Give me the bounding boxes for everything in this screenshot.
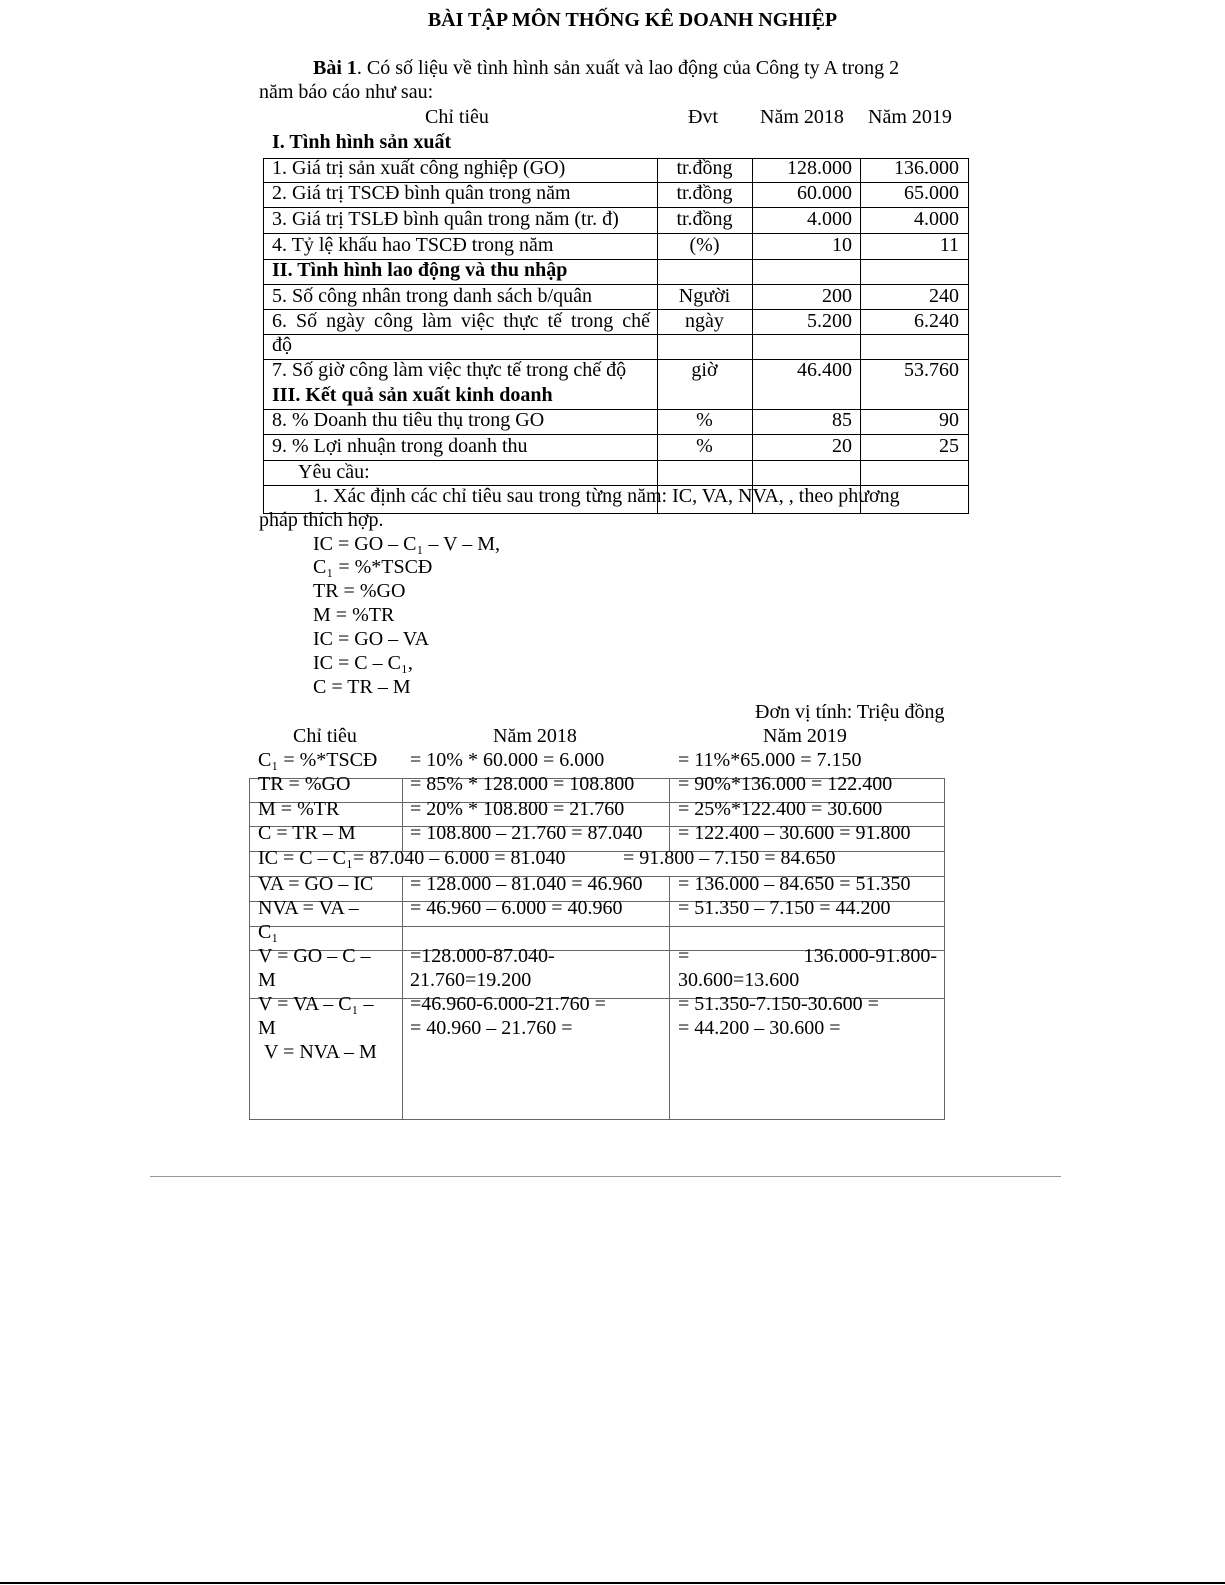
t2-row-v1-2019-2: 30.600=13.600 (678, 969, 800, 991)
t2-row-v2-name: V = VA – C₁ – (258, 993, 374, 1015)
t2-row-m-2019: = 25%*122.400 = 30.600 (678, 798, 883, 820)
formula-3: TR = %GO (313, 580, 406, 602)
t2-row-v1-2018: =128.000-87.040- (410, 945, 555, 967)
t1-row-6-continuation: độ (272, 334, 292, 356)
t1-row-7-2019: 53.760 (904, 359, 959, 381)
t1-header-unit: Đvt (688, 106, 718, 128)
formula-6: IC = C – C₁, (313, 652, 413, 674)
t2-row-v2-2018: =46.960-6.000-21.760 = (410, 993, 606, 1015)
t2-row-m-name: M = %TR (258, 798, 340, 820)
task-line-1: 1. Xác định các chỉ tiêu sau trong từng năm: IC, VA, NVA, , theo phương (313, 485, 900, 507)
t1-section-2: II. Tình hình lao động và thu nhập (272, 259, 568, 281)
t1-row-4-2019: 11 (939, 234, 959, 256)
t1-row-5-unit: Người (678, 285, 731, 307)
t2-row-c-2018: = 108.800 – 21.760 = 87.040 (410, 822, 643, 844)
t2-row-v1-2019: 136.000-91.800- (803, 945, 937, 967)
t1-row-4-unit: (%) (689, 234, 720, 256)
t2-header-2019: Năm 2019 (763, 725, 847, 747)
t2-row-ic-left: IC = C – C₁= 87.040 – 6.000 = 81.040 (258, 847, 566, 869)
t2-row-v1-2018-2: 21.760=19.200 (410, 969, 532, 991)
t2-row-tr-name: TR = %GO (258, 773, 351, 795)
t2-row-v1-name: V = GO – C – (258, 945, 371, 967)
t1-row-2-2018: 60.000 (797, 182, 852, 204)
t2-row-c1-2018: = 10% * 60.000 = 6.000 (410, 749, 605, 771)
t2-row-c1-name: C₁ = %*TSCĐ (258, 749, 378, 771)
t2-row-tr-2019: = 90%*136.000 = 122.400 (678, 773, 893, 795)
t1-row-2-unit: tr.đồng (676, 182, 733, 204)
t1-row-9-name: 9. % Lợi nhuận trong doanh thu (272, 435, 528, 457)
t2-row-va-2018: = 128.000 – 81.040 = 46.960 (410, 873, 643, 895)
t1-header-2019: Năm 2019 (868, 106, 952, 128)
t1-row-9-unit: % (696, 435, 713, 457)
t2-header-2018: Năm 2018 (493, 725, 577, 747)
t2-row-nva-2018: = 46.960 – 6.000 = 40.960 (410, 897, 623, 919)
t1-row-8-2019: 90 (939, 409, 959, 431)
t1-row-5-2019: 240 (929, 285, 959, 307)
page-title: BÀI TẬP MÔN THỐNG KÊ DOANH NGHIỆP (427, 9, 838, 31)
t1-row-8-unit: % (696, 409, 713, 431)
t1-row-5-name: 5. Số công nhân trong danh sách b/quân (272, 285, 592, 307)
t2-row-tr-2018: = 85% * 128.000 = 108.800 (410, 773, 635, 795)
t2-row-ic-right: = 91.800 – 7.150 = 84.650 (623, 847, 836, 869)
t1-row-7-2018: 46.400 (797, 359, 852, 381)
t2-row-v2-2019: = 51.350-7.150-30.600 = (678, 993, 879, 1015)
t2-row-v1-2019-eq: = (678, 945, 690, 967)
t2-row-c-2019: = 122.400 – 30.600 = 91.800 (678, 822, 911, 844)
formula-1: IC = GO – C₁ – V – M, (313, 533, 500, 555)
t2-row-nva-name-2: C₁ (258, 921, 279, 943)
t1-row-1-name: 1. Giá trị sản xuất công nghiệp (GO) (272, 157, 566, 179)
problem-intro (313, 56, 899, 80)
t2-row-v1-name-2: M (258, 969, 276, 991)
t2-row-m-2018: = 20% * 108.800 = 21.760 (410, 798, 625, 820)
t1-header-2018: Năm 2018 (760, 106, 844, 128)
t2-row-c-name: C = TR – M (258, 822, 356, 844)
t2-row-v2-2019-2: = 44.200 – 30.600 = (678, 1017, 841, 1039)
page-bottom-edge (0, 1582, 1225, 1584)
t1-row-1-unit: tr.đồng (676, 157, 733, 179)
t1-row-3-2019: 4.000 (914, 208, 959, 230)
t1-row-8-name: 8. % Doanh thu tiêu thụ trong GO (272, 409, 545, 431)
t1-row-9-2019: 25 (939, 435, 959, 457)
t2-row-v2-name-2: M (258, 1017, 276, 1039)
t2-header-indicator: Chỉ tiêu (293, 725, 357, 747)
page-divider (150, 1176, 1061, 1177)
t2-row-v2-name-3: V = NVA – M (264, 1041, 377, 1063)
t1-section-1: I. Tình hình sản xuất (272, 131, 452, 153)
t1-row-6-name: 6. Số ngày công làm việc thực tế trong chế (272, 310, 650, 332)
problem-intro-line2: năm báo cáo như sau: (259, 81, 434, 103)
t1-section-3: III. Kết quả sản xuất kinh doanh (272, 384, 553, 406)
t1-row-4-name: 4. Tỷ lệ khấu hao TSCĐ trong năm (272, 234, 554, 256)
t2-row-v2-2018-2: = 40.960 – 21.760 = (410, 1017, 573, 1039)
formula-7: C = TR – M (313, 676, 411, 698)
t1-row-4-2018: 10 (832, 234, 852, 256)
task-line-2: pháp thích hợp. (259, 509, 384, 531)
t1-header-indicator: Chỉ tiêu (425, 106, 489, 128)
t2-row-c1-2019: = 11%*65.000 = 7.150 (678, 749, 862, 771)
t1-row-7-name: 7. Số giờ công làm việc thực tế trong chế độ (272, 359, 627, 381)
t2-row-va-2019: = 136.000 – 84.650 = 51.350 (678, 873, 911, 895)
t1-row-2-name: 2. Giá trị TSCĐ bình quân trong năm (272, 182, 571, 204)
t1-row-5-2018: 200 (822, 285, 852, 307)
t2-row-nva-2019: = 51.350 – 7.150 = 44.200 (678, 897, 891, 919)
t2-row-nva-name: NVA = VA – (258, 897, 359, 919)
t1-row-1-2019: 136.000 (894, 157, 959, 179)
t1-row-2-2019: 65.000 (904, 182, 959, 204)
t1-row-6-unit: ngày (685, 310, 724, 332)
t1-row-9-2018: 20 (832, 435, 852, 457)
requirement-label: Yêu cầu: (298, 461, 370, 483)
t1-row-6-2019: 6.240 (914, 310, 959, 332)
t2-row-va-name: VA = GO – IC (258, 873, 374, 895)
formula-4: M = %TR (313, 604, 395, 626)
t1-row-3-name: 3. Giá trị TSLĐ bình quân trong năm (tr. đ) (272, 208, 619, 230)
t2-unit-note: Đơn vị tính: Triệu đồng (755, 701, 945, 723)
problem-intro-text: . Có số liệu về tình hình sản xuất và lao động của Công ty A trong 2 (356, 57, 900, 79)
formula-5: IC = GO – VA (313, 628, 430, 650)
t1-row-6-2018: 5.200 (807, 310, 852, 332)
t1-row-8-2018: 85 (832, 409, 852, 431)
t1-row-3-2018: 4.000 (807, 208, 852, 230)
t1-row-1-2018: 128.000 (787, 157, 852, 179)
formula-2: C₁ = %*TSCĐ (313, 556, 433, 578)
t1-row-3-unit: tr.đồng (676, 208, 733, 230)
t1-row-7-unit: giờ (691, 359, 718, 381)
problem-label: Bài 1 (313, 57, 357, 79)
